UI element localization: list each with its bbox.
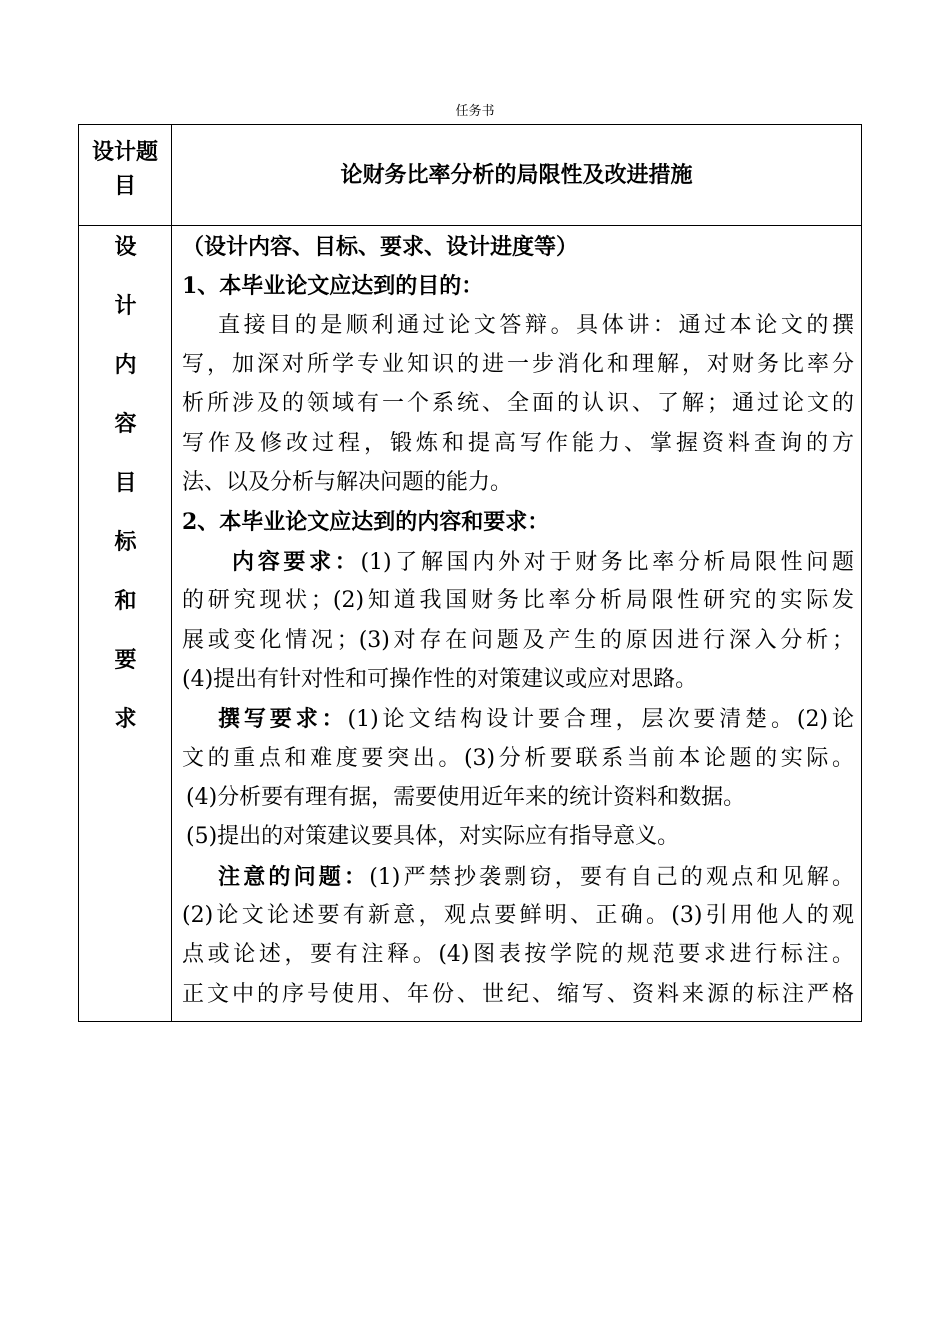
title-label-cell (79, 125, 172, 225)
writing-requirements-line: (5)提出的对策建议要具体，对实际应有指导意义。 (186, 824, 680, 849)
content-cell (172, 226, 861, 1021)
content-requirements-line (232, 547, 854, 578)
content-requirements-text: (1)了解国内外对于财务比率分析局限性问题 (360, 550, 854, 575)
title-label-line: 目 (113, 173, 136, 199)
writing-requirements-label: 撰写要求： (218, 706, 348, 732)
task-table (78, 124, 862, 1022)
section1-line: 直接目的是顺利通过论文答辩。具体讲：通过本论文的撰 (218, 313, 854, 338)
section1-line: 写作及修改过程，锻炼和提高写作能力、掌握资料查询的方 (182, 431, 854, 456)
content-row (79, 226, 861, 1021)
notes-line: 点或论述，要有注释。(4)图表按学院的规范要求进行标注。 (182, 942, 854, 967)
content-requirements-line: 的研究现状；(2)知道我国财务比率分析局限性研究的实际发 (182, 588, 854, 613)
section1-line: 写，加深对所学专业知识的进一步消化和理解，对财务比率分 (182, 352, 854, 377)
content-intro: （设计内容、目标、要求、设计进度等） (182, 234, 579, 260)
page-header: 任务书 (455, 104, 495, 119)
notes-text: (1)严禁抄袭剽窃，要有自己的观点和见解。 (369, 865, 854, 890)
content-label-char: 内 (114, 352, 137, 378)
content-label-char: 要 (114, 647, 137, 673)
title-label-line: 设计题 (91, 139, 158, 165)
section1-heading: 1、本毕业论文应达到的目的： (182, 273, 484, 299)
thesis-title: 论财务比率分析的局限性及改进措施 (340, 162, 693, 188)
writing-requirements-line: (4)分析要有理有据，需要使用近年来的统计资料和数据。 (186, 785, 746, 810)
content-label-char: 设 (114, 234, 137, 260)
section2-heading: 2、本毕业论文应达到的内容和要求： (182, 509, 550, 535)
content-label-char: 标 (114, 529, 137, 555)
writing-requirements-line (218, 704, 854, 735)
content-label-char: 和 (114, 588, 137, 614)
content-requirements-label: 内容要求： (232, 549, 361, 575)
content-label-char: 计 (114, 293, 137, 319)
section1-line: 析所涉及的领域有一个系统、全面的认识、了解；通过论文的 (182, 391, 854, 416)
content-label-cell (79, 226, 172, 1021)
content-requirements-line: (4)提出有针对性和可操作性的对策建议或应对思路。 (182, 667, 698, 692)
content-requirements-line: 展或变化情况；(3)对存在问题及产生的原因进行深入分析； (182, 628, 854, 653)
writing-requirements-line: 文的重点和难度要突出。(3)分析要联系当前本论题的实际。 (182, 746, 854, 771)
section1-line: 法、以及分析与解决问题的能力。 (182, 470, 513, 495)
content-label-char: 求 (114, 706, 137, 732)
writing-requirements-text: (1)论文结构设计要合理，层次要清楚。(2)论 (347, 707, 854, 732)
content-label-char: 容 (114, 411, 137, 437)
notes-line: (2)论文论述要有新意，观点要鲜明、正确。(3)引用他人的观 (182, 903, 854, 928)
title-row (79, 125, 861, 226)
notes-label: 注意的问题： (218, 864, 370, 890)
notes-line: 正文中的序号使用、年份、世纪、缩写、资料来源的标注严格 (182, 982, 854, 1007)
content-label-char: 目 (114, 470, 137, 496)
notes-line (218, 862, 854, 893)
